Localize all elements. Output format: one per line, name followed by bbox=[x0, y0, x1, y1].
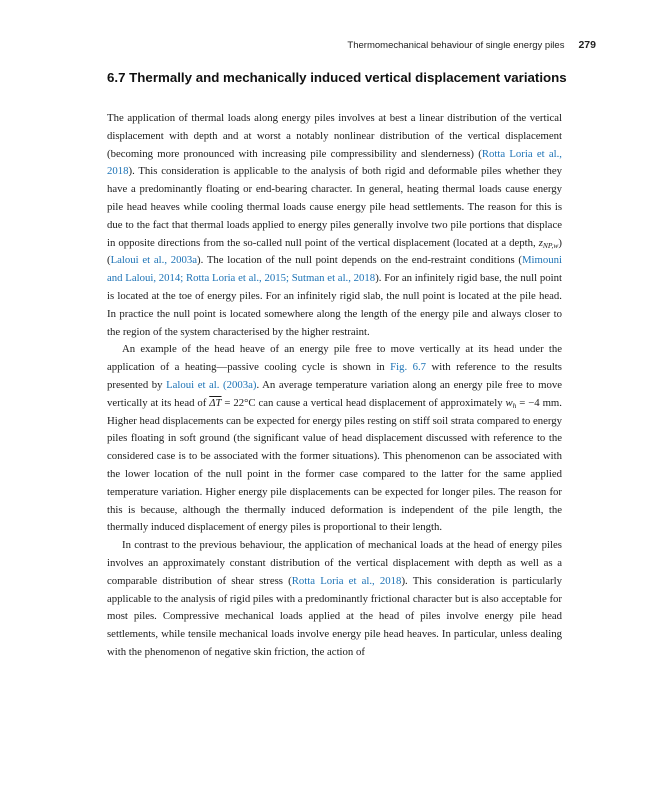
paragraph-2 bbox=[107, 341, 562, 537]
running-title: Thermomechanical behaviour of single energy piles bbox=[347, 40, 565, 51]
math-symbol: $\overline{\Delta T}$ bbox=[209, 396, 222, 409]
citation-link[interactable]: Laloui et al. (2003a) bbox=[166, 378, 257, 391]
paragraph-3 bbox=[107, 537, 562, 662]
text-run: In contrast to the previous behaviour, the application of mechanical loads at the head of energy piles involves an approximately constant distribution of the vertical displacement with depth as well as a comparable distribution of shear stress ( bbox=[107, 539, 562, 587]
math-symbol: z bbox=[538, 236, 543, 249]
text-run: ). This consideration is particularly applicable to the analysis of rigid piles with a predominantly frictional character but is also acceptable for most piles. Compressive mechanical loads applied at the head of piles involve energy pile head settlements, while tensile mechanical loads involve energy pile head heaves. In particular, unless dealing with the phenomenon of negative skin friction, the action of bbox=[107, 574, 562, 658]
math-value: = 22°C bbox=[221, 396, 256, 409]
section-title: 6.7 Thermally and mechanically induced vertical displacement variations bbox=[107, 70, 567, 85]
citation-link[interactable]: Rotta Loria et al., 2018 bbox=[107, 147, 562, 178]
text-run: can cause a vertical head displacement of approximately bbox=[255, 396, 506, 409]
math-symbol: w bbox=[505, 396, 513, 409]
text-run: The application of thermal loads along energy piles involves at best a linear distribution of the vertical displacement with depth and at worst a notably nonlinear distribution of the vertical displacement (becoming more pronounced with increasing pile compressibility and slenderness) ( bbox=[107, 112, 562, 160]
text-run: ). The location of the null point depends on the end-restraint conditions ( bbox=[197, 254, 522, 267]
text-run: with reference to the results presented by bbox=[107, 361, 562, 391]
citation-link[interactable]: Laloui et al., 2003a bbox=[110, 254, 198, 267]
citation-link[interactable]: Mimouni and Laloui, 2014; Rotta Loria et al., 2015; Sutman et al., 2018 bbox=[107, 254, 562, 285]
text-run: . An average temperature variation along an energy pile free to move vertically at its head of bbox=[107, 378, 562, 409]
paragraph-1 bbox=[107, 110, 562, 341]
text-run: ) ( bbox=[107, 236, 562, 267]
math-subscript: NP,w bbox=[542, 240, 559, 250]
text-run: An example of the head heave of an energy pile free to move vertically at its head under the application of a heating—passive cooling cycle is shown in bbox=[107, 343, 562, 374]
page-number: 279 bbox=[578, 39, 596, 51]
math-subscript: h bbox=[512, 400, 517, 410]
running-head bbox=[347, 39, 596, 51]
text-run: ). For an infinitely rigid base, the null point is located at the toe of energy piles. For an infinitely rigid slab, the null point is located at the pile head. In practice the null point is located somewhere along the length of the energy pile and always closer to the region of the system characterised by the higher restraint. bbox=[107, 272, 562, 338]
body-text bbox=[107, 110, 562, 662]
text-run: ). This consideration is applicable to the analysis of both rigid and deformable piles whether they have a predominantly floating or end-bearing character. In general, heating thermal loads cause energy pile head heaves while cooling thermal loads cause energy pile head settlements. The reason for this is due to the fact that thermal loads applied to energy piles generally involve two pile portions that displace in opposite directions from the so-called null point of the vertical displacement (located at a depth, bbox=[107, 165, 562, 249]
text-run: . Higher head displacements can be expected for energy piles resting on stiff soil strata compared to energy piles floating in soft ground (the significant value of head displacement discussed with reference to the considered case is to be associated with the former situations). This phenomenon can be associated with the lower location of the null point in the former case compared to the latter for the same applied temperature variation. Higher energy pile displacements can be expected for longer piles. The reason for this is because, although the thermally induced deformation is independent of the pile length, the thermally induced displacement of energy piles is proportional to their length. bbox=[107, 396, 562, 534]
math-value: = −4 mm bbox=[516, 396, 560, 409]
figure-link[interactable]: Fig. 6.7 bbox=[390, 361, 427, 374]
citation-link[interactable]: Rotta Loria et al., 2018 bbox=[291, 574, 402, 587]
